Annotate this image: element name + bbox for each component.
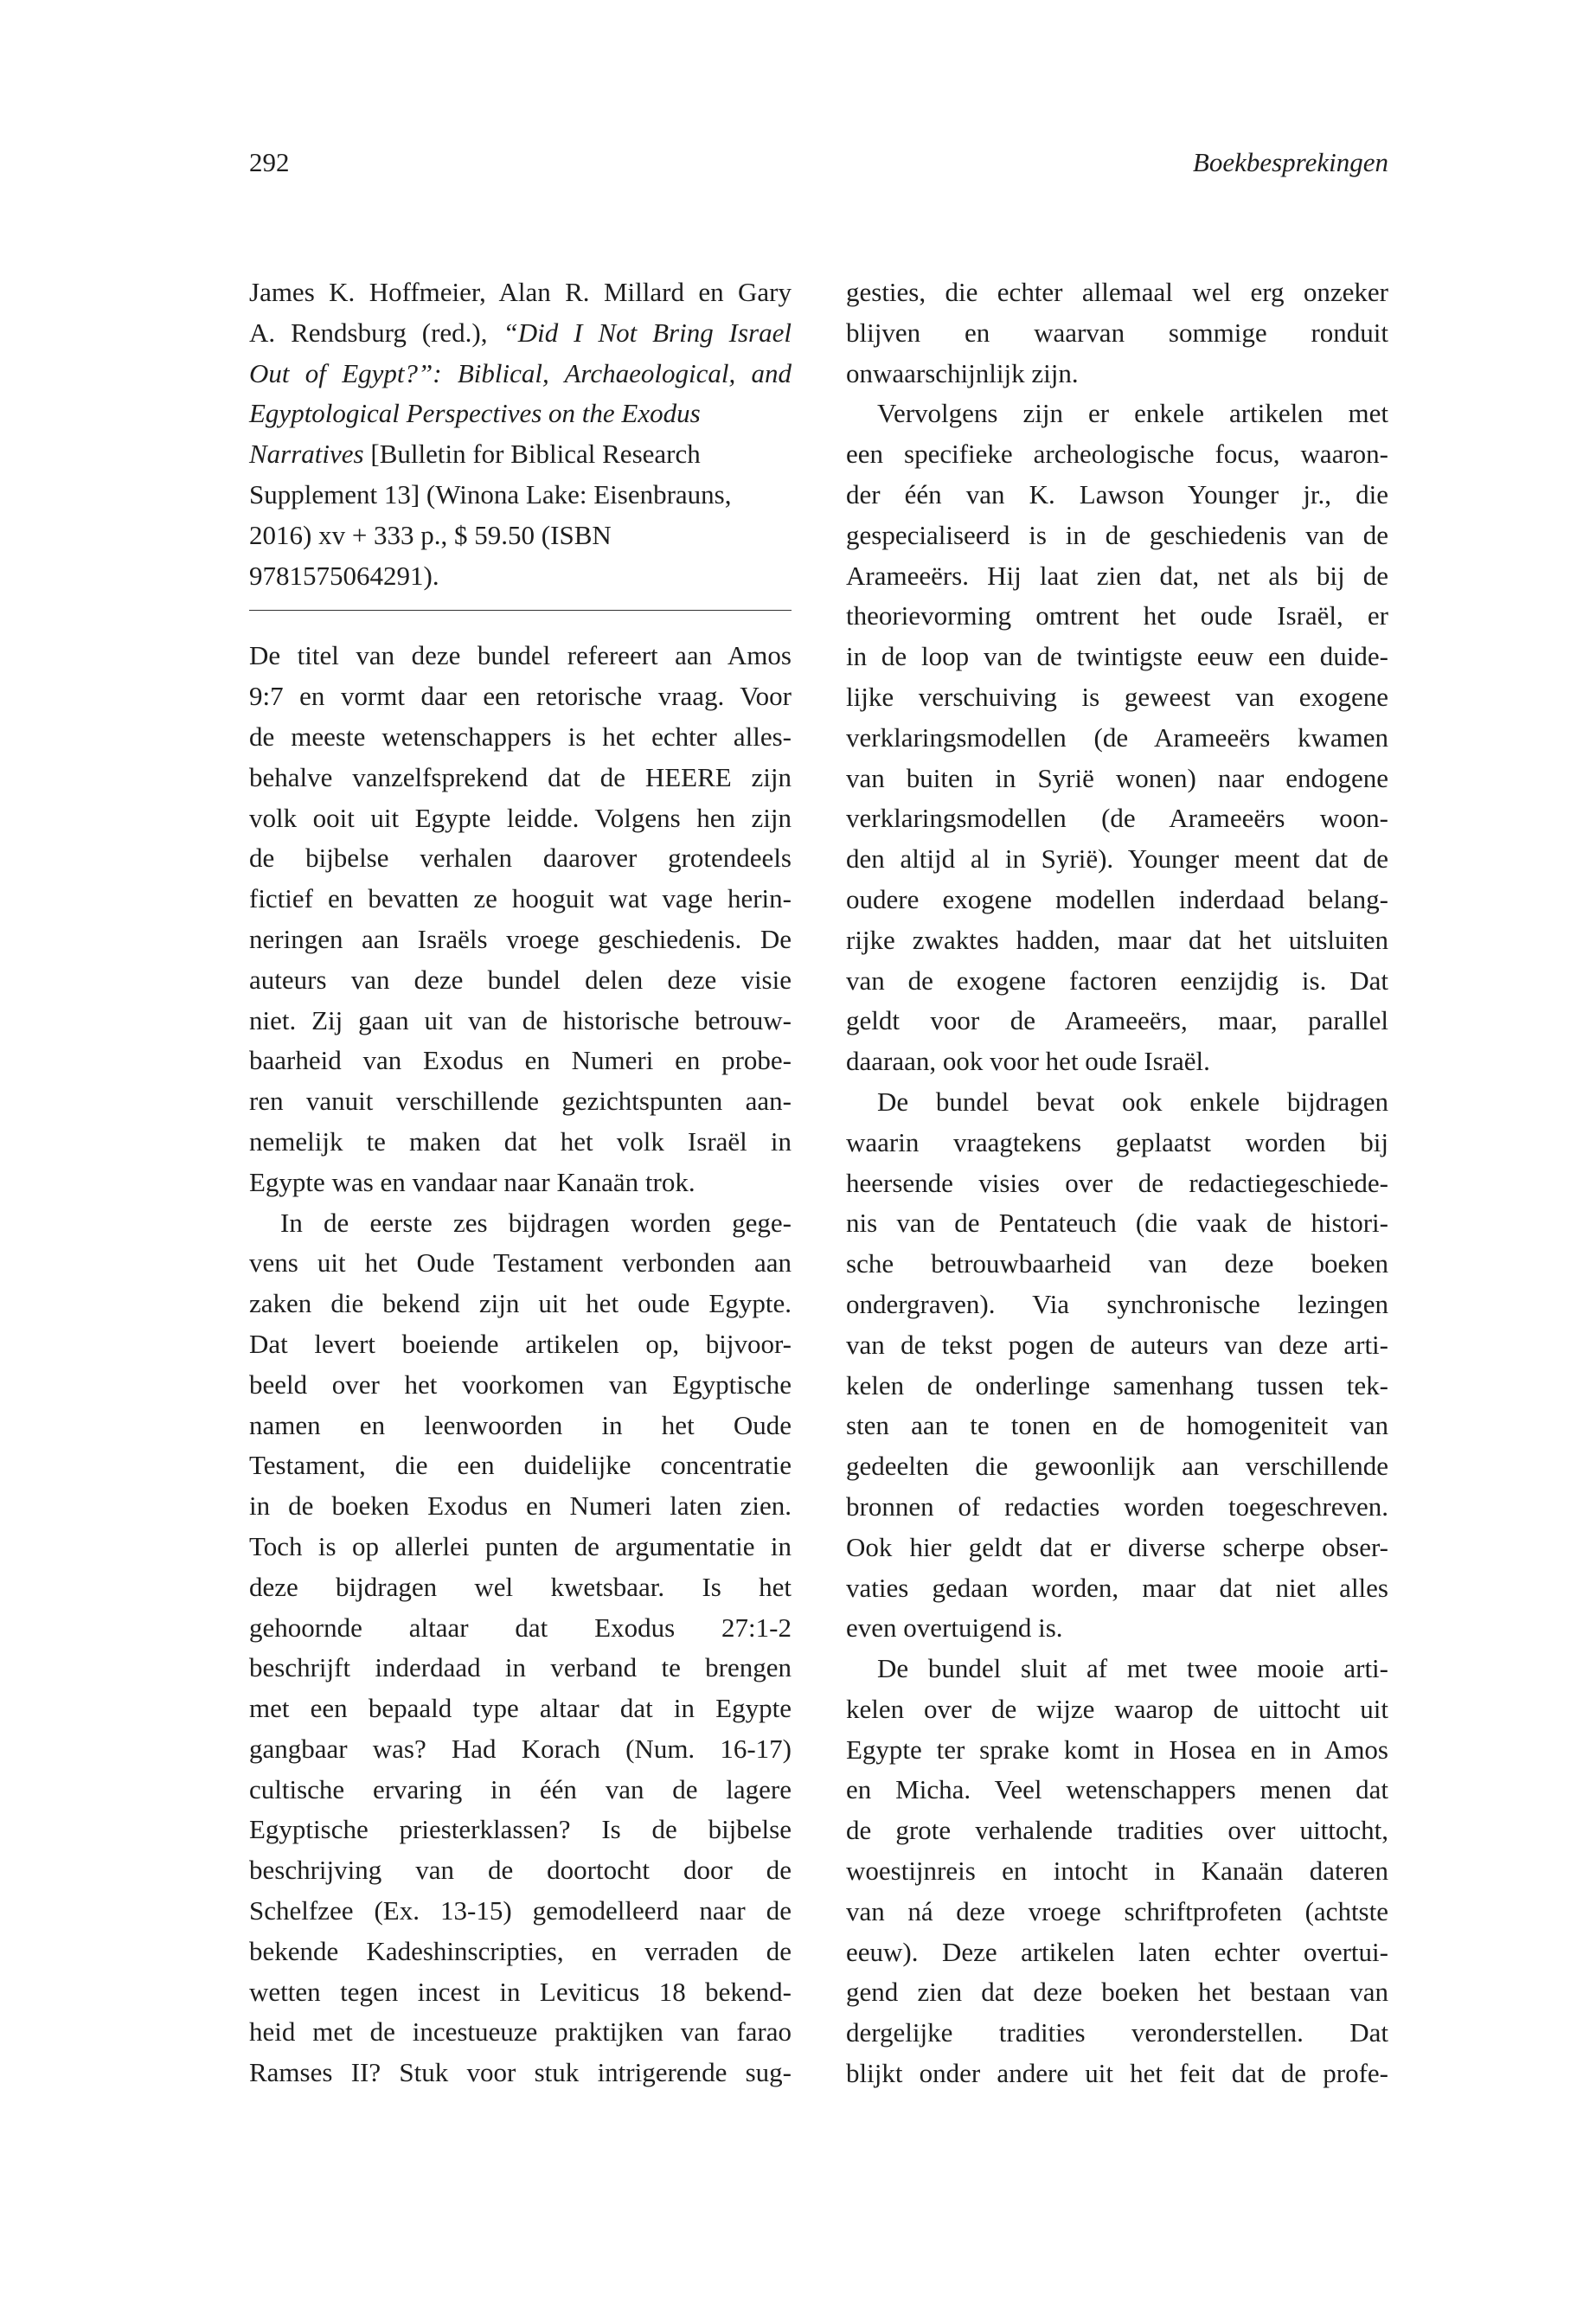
text-line: Egyptische priesterklassen? Is de bijbelse bbox=[249, 1814, 792, 1845]
text-line: sten aan te tonen en de homogeniteit van bbox=[846, 1410, 1388, 1441]
text-line: daaraan, ook voor het oude Israël. bbox=[846, 1046, 1210, 1077]
text-line: gespecialiseerd is in de geschiedenis van de bbox=[846, 519, 1388, 550]
text-line: blijven en waarvan sommige ronduit bbox=[846, 317, 1388, 348]
text-line: volk ooit uit Egypte leidde. Volgens hen zijn bbox=[249, 802, 792, 833]
text-line: de bijbelse verhalen daarover grotendeels bbox=[249, 843, 792, 874]
right-column bbox=[846, 272, 1388, 2094]
text-line: waarin vraagtekens geplaatst worden bij bbox=[846, 1126, 1388, 1157]
text-line: gehoornde altaar dat Exodus 27:1-2 bbox=[249, 1612, 792, 1643]
text-line: behalve vanzelfsprekend dat de HEERE zijn bbox=[249, 761, 792, 792]
book-title-part: Narratives bbox=[249, 439, 364, 470]
text-line: nis van de Pentateuch (die vaak de histori- bbox=[846, 1208, 1388, 1239]
text-line: niet. Zij gaan uit van de historische betrouw- bbox=[249, 1004, 792, 1035]
text-line: beschrijving van de doortocht door de bbox=[249, 1855, 792, 1886]
text-line: Dat levert boeiende artikelen op, bijvoor- bbox=[249, 1328, 792, 1359]
text-line: De bundel bevat ook enkele bijdragen bbox=[877, 1086, 1388, 1117]
text-line: oudere exogene modellen inderdaad belang- bbox=[846, 883, 1388, 914]
book-title-part: “Did I Not Bring Israel bbox=[503, 317, 792, 348]
text-line: vaties gedaan worden, maar dat niet alles bbox=[846, 1572, 1388, 1603]
text-line: Egypte was en vandaar naar Kanaän trok. bbox=[249, 1166, 695, 1197]
running-head bbox=[249, 144, 1388, 182]
text-line: van buiten in Syrië wonen) naar endogene bbox=[846, 762, 1388, 793]
text-line: der één van K. Lawson Younger jr., die bbox=[846, 478, 1388, 510]
citation-line: Supplement 13] (Winona Lake: Eisenbrauns, bbox=[249, 478, 732, 510]
text-line: deze bijdragen wel kwetsbaar. Is het bbox=[249, 1571, 792, 1602]
text-line: verklaringsmodellen (de Arameeërs kwamen bbox=[846, 721, 1388, 753]
text-line: den altijd al in Syrië). Younger meent dat de bbox=[846, 843, 1388, 875]
text-line: theorievorming omtrent het oude Israël, er bbox=[846, 600, 1388, 631]
citation-line bbox=[249, 313, 792, 354]
text-line: Testament, die een duidelijke concentratie bbox=[249, 1450, 792, 1481]
text-line: In de eerste zes bijdragen worden gege- bbox=[280, 1207, 792, 1238]
section-title: Boekbesprekingen bbox=[1192, 147, 1388, 177]
text-line: De bundel sluit af met twee mooie arti- bbox=[877, 1653, 1388, 1684]
citation-divider bbox=[249, 610, 792, 612]
text-line: van de exogene factoren eenzijdig is. Dat bbox=[846, 965, 1388, 996]
text-line: en Micha. Veel wetenschappers menen dat bbox=[846, 1774, 1388, 1805]
text-line: gangbaar was? Had Korach (Num. 16-17) bbox=[249, 1733, 792, 1764]
series-info: [Bulletin for Biblical Research bbox=[363, 439, 701, 470]
review-body-right bbox=[846, 272, 1388, 2094]
text-line: nemelijk te maken dat het volk Israël in bbox=[249, 1125, 792, 1157]
text-line: in de loop van de twintigste eeuw een duide- bbox=[846, 641, 1388, 672]
text-line: Arameeërs. Hij laat zien dat, net als bij de bbox=[846, 560, 1388, 591]
text-line: geldt voor de Arameeërs, maar, parallel bbox=[846, 1005, 1388, 1036]
book-title-part: Egyptological Perspectives on the Exodus bbox=[249, 398, 701, 429]
text-line: neringen aan Israëls vroege geschiedenis. De bbox=[249, 923, 792, 954]
citation-editors-end: A. Rendsburg (red.), bbox=[249, 317, 503, 348]
citation-line: 2016) xv + 333 p., $ 59.50 (ISBN bbox=[249, 519, 612, 550]
text-line: van ná deze vroege schriftprofeten (achtste bbox=[846, 1895, 1388, 1926]
text-line: vens uit het Oude Testament verbonden aan bbox=[249, 1247, 792, 1279]
book-title-part: Out of Egypt?”: Biblical, Archaeological, and bbox=[249, 357, 792, 388]
text-line: wetten tegen incest in Leviticus 18 bekend- bbox=[249, 1976, 792, 2007]
text-line: baarheid van Exodus en Numeri en probe- bbox=[249, 1045, 792, 1076]
text-line: Egypte ter sprake komt in Hosea en in Amos bbox=[846, 1734, 1388, 1765]
review-body-left bbox=[249, 636, 792, 2093]
text-line: Vervolgens zijn er enkele artikelen met bbox=[877, 398, 1388, 429]
text-line: gedeelten die gewoonlijk aan verschillende bbox=[846, 1451, 1388, 1482]
text-line: bekende Kadeshinscripties, en verraden de bbox=[249, 1935, 792, 1966]
text-line: onwaarschijnlijk zijn. bbox=[846, 357, 1079, 388]
text-line: heid met de incestueuze praktijken van farao bbox=[249, 2016, 792, 2048]
text-line: de grote verhalende tradities over uittocht, bbox=[846, 1815, 1388, 1846]
text-line: verklaringsmodellen (de Arameeërs woon- bbox=[846, 803, 1388, 834]
text-line: rijke zwaktes hadden, maar dat het uitsluiten bbox=[846, 924, 1388, 955]
text-line: fictief en bevatten ze hooguit wat vage herin- bbox=[249, 883, 792, 914]
text-line: Ramses II? Stuk voor stuk intrigerende sug- bbox=[249, 2057, 792, 2088]
text-line: de meeste wetenschappers is het echter alles- bbox=[249, 721, 792, 752]
text-line: dergelijke tradities veronderstellen. Dat bbox=[846, 2017, 1388, 2048]
text-line: ren vanuit verschillende gezichtspunten aan- bbox=[249, 1086, 792, 1117]
text-line: woestijnreis en intocht in Kanaän dateren bbox=[846, 1856, 1388, 1887]
text-line: ondergraven). Via synchronische lezingen bbox=[846, 1288, 1388, 1319]
text-line: kelen over de wijze waarop de uittocht uit bbox=[846, 1693, 1388, 1724]
text-line: van de tekst pogen de auteurs van deze arti- bbox=[846, 1329, 1388, 1360]
page-number: 292 bbox=[249, 147, 290, 177]
text-line: namen en leenwoorden in het Oude bbox=[249, 1409, 792, 1440]
text-line: met een bepaald type altaar dat in Egypte bbox=[249, 1693, 792, 1724]
text-line: Ook hier geldt dat er diverse scherpe obser- bbox=[846, 1531, 1388, 1562]
text-line: kelen de onderlinge samenhang tussen tek- bbox=[846, 1369, 1388, 1400]
text-line: auteurs van deze bundel delen deze visie bbox=[249, 964, 792, 995]
text-line: een specifieke archeologische focus, waaron- bbox=[846, 439, 1388, 470]
citation-line bbox=[249, 434, 792, 475]
text-line: blijkt onder andere uit het feit dat de profe- bbox=[846, 2058, 1388, 2089]
text-line: Schelfzee (Ex. 13-15) gemodelleerd naar de bbox=[249, 1895, 792, 1926]
text-line: eeuw). Deze artikelen laten echter overtui- bbox=[846, 1936, 1388, 1967]
text-line: beeld over het voorkomen van Egyptische bbox=[249, 1368, 792, 1400]
text-line: even overtuigend is. bbox=[846, 1612, 1063, 1644]
text-line: gesties, die echter allemaal wel erg onzeker bbox=[846, 277, 1388, 307]
citation-line: 9781575064291). bbox=[249, 560, 439, 591]
text-line: heersende visies over de redactiegeschiede- bbox=[846, 1167, 1388, 1198]
text-line: Toch is op allerlei punten de argumentatie in bbox=[249, 1530, 792, 1561]
text-line: cultische ervaring in één van de lagere bbox=[249, 1773, 792, 1804]
text-line: De titel van deze bundel refereert aan Amos bbox=[249, 640, 792, 671]
text-line: 9:7 en vormt daar een retorische vraag. Voor bbox=[249, 681, 792, 712]
text-line: lijke verschuiving is geweest van exogene bbox=[846, 681, 1388, 712]
text-line: zaken die bekend zijn uit het oude Egypte. bbox=[249, 1288, 792, 1319]
left-column bbox=[249, 272, 792, 2093]
citation-line: James K. Hoffmeier, Alan R. Millard en Gary bbox=[249, 277, 792, 307]
text-line: gend zien dat deze boeken het bestaan van bbox=[846, 1977, 1388, 2008]
text-line: bronnen of redacties worden toegeschreven. bbox=[846, 1490, 1388, 1522]
book-citation bbox=[249, 272, 792, 596]
text-line: in de boeken Exodus en Numeri laten zien. bbox=[249, 1490, 792, 1522]
text-line: sche betrouwbaarheid van deze boeken bbox=[846, 1248, 1388, 1279]
text-line: beschrijft inderdaad in verband te brengen bbox=[249, 1652, 792, 1683]
